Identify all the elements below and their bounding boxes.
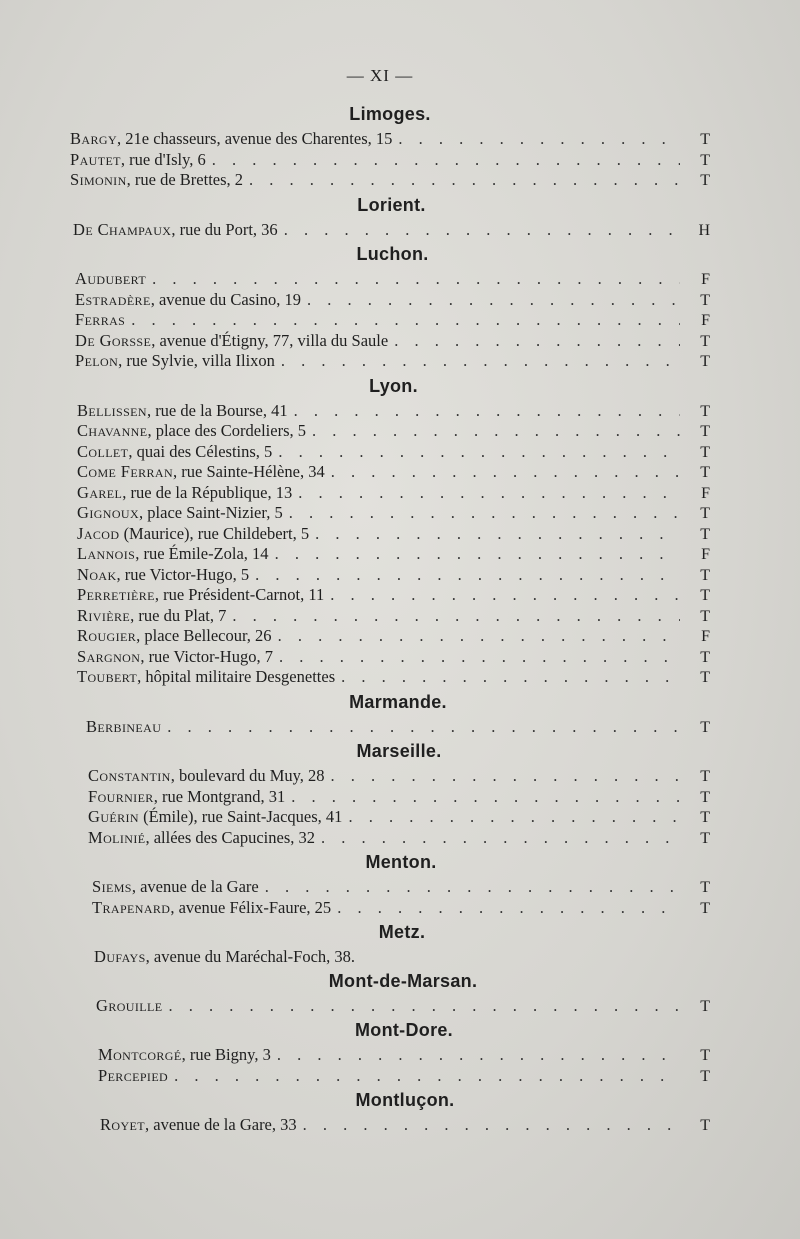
entry-name: Audubert bbox=[75, 269, 147, 288]
entry-code: T bbox=[700, 353, 710, 370]
entry-code: T bbox=[700, 648, 710, 666]
city-heading: Montluçon. bbox=[355, 1090, 455, 1110]
dot-leader bbox=[275, 544, 680, 564]
entry-address: , avenue du Maréchal-Foch, 38. bbox=[145, 947, 356, 966]
entry-address: , avenue d'Étigny, 77, villa du Saule bbox=[151, 330, 389, 350]
dot-leader bbox=[307, 290, 680, 310]
entry-address: , rue Sainte-Hélène, 34 bbox=[173, 462, 325, 481]
entry-code: T bbox=[700, 899, 710, 917]
entry-code: T bbox=[700, 443, 710, 461]
directory-entry bbox=[100, 1115, 710, 1136]
entry-address: (Maurice), rue Childebert, 5 bbox=[119, 523, 310, 543]
dot-leader bbox=[312, 421, 680, 441]
directory-listing bbox=[70, 100, 710, 1136]
city-section bbox=[70, 104, 710, 191]
entry-address: , boulevard du Muy, 28 bbox=[170, 766, 325, 785]
entry-name: Molinié bbox=[88, 827, 146, 847]
city-heading: Marmande. bbox=[349, 691, 447, 712]
city-section bbox=[73, 195, 710, 241]
entry-code: T bbox=[700, 879, 710, 896]
entry-name: Noak bbox=[77, 564, 117, 584]
dot-leader bbox=[294, 401, 680, 421]
directory-entry bbox=[70, 150, 710, 171]
entry-code: T bbox=[700, 669, 710, 686]
directory-entry bbox=[77, 503, 710, 524]
entry-code: T bbox=[700, 151, 710, 169]
entry-address: , rue Montgrand, 31 bbox=[153, 786, 286, 806]
entry-code: T bbox=[700, 768, 710, 785]
directory-entry bbox=[77, 565, 710, 586]
entry-name: Montcorgé bbox=[98, 1045, 182, 1064]
directory-entry bbox=[73, 220, 710, 241]
entry-name: Pelon bbox=[75, 351, 119, 370]
entry-address: , rue Émile-Zola, 14 bbox=[135, 544, 269, 563]
dot-leader bbox=[315, 524, 680, 544]
entry-address: , rue Bigny, 3 bbox=[181, 1045, 271, 1064]
city-section bbox=[96, 971, 710, 1017]
entry-name: Fournier bbox=[88, 786, 154, 806]
directory-entry bbox=[88, 807, 710, 828]
directory-entry bbox=[88, 766, 710, 787]
entry-name: Collet bbox=[77, 441, 129, 461]
city-section bbox=[92, 852, 710, 918]
entry-address: , rue Sylvie, villa Ilixon bbox=[118, 351, 275, 370]
directory-entry bbox=[75, 290, 710, 311]
dot-leader bbox=[281, 351, 680, 371]
entry-name: Bargy bbox=[70, 129, 118, 148]
entry-code: F bbox=[701, 628, 710, 645]
entry-address: , quai des Célestins, 5 bbox=[128, 441, 273, 461]
city-heading: Menton. bbox=[365, 852, 437, 872]
dot-leader bbox=[337, 898, 680, 918]
directory-entry bbox=[77, 524, 710, 545]
entry-code: T bbox=[700, 332, 710, 350]
city-heading: Limoges. bbox=[349, 104, 431, 124]
entry-code: T bbox=[700, 566, 710, 584]
directory-entry bbox=[75, 310, 710, 331]
directory-entry bbox=[77, 585, 710, 606]
dot-leader bbox=[321, 828, 680, 848]
entry-address: , avenue de la Gare, 33 bbox=[145, 1115, 297, 1134]
entry-code: T bbox=[700, 809, 710, 826]
directory-entry bbox=[75, 269, 710, 290]
dot-leader bbox=[331, 766, 680, 786]
entry-code: T bbox=[700, 402, 710, 420]
entry-name: Jacod bbox=[77, 523, 120, 543]
dot-leader bbox=[131, 310, 680, 330]
dot-leader bbox=[174, 1066, 680, 1086]
directory-entry bbox=[98, 1066, 710, 1087]
entry-code: T bbox=[700, 1047, 710, 1064]
dot-leader bbox=[278, 626, 680, 646]
entry-name: Siems bbox=[92, 877, 132, 896]
entry-name: Lannois bbox=[77, 544, 136, 563]
dot-leader bbox=[289, 503, 680, 523]
entry-code: T bbox=[700, 788, 710, 806]
entry-address: , rue du Plat, 7 bbox=[130, 605, 227, 625]
directory-entry bbox=[77, 442, 710, 463]
directory-entry bbox=[98, 1045, 710, 1066]
entry-name: De Gorsse bbox=[75, 330, 152, 350]
entry-name: Rivière bbox=[77, 605, 131, 625]
directory-entry bbox=[75, 331, 710, 352]
entry-name: Chavanne bbox=[77, 421, 148, 440]
city-section bbox=[75, 244, 710, 372]
dot-leader bbox=[398, 129, 680, 149]
directory-entry bbox=[88, 787, 710, 808]
dot-leader bbox=[284, 220, 680, 240]
dot-leader bbox=[232, 606, 680, 626]
dot-leader bbox=[167, 717, 680, 737]
dot-leader bbox=[212, 150, 680, 170]
entry-code: T bbox=[700, 1067, 710, 1085]
dot-leader bbox=[330, 585, 680, 605]
entry-name: Percepied bbox=[98, 1065, 169, 1085]
directory-entry bbox=[77, 647, 710, 668]
city-section bbox=[98, 1020, 710, 1086]
entry-code: T bbox=[700, 829, 710, 847]
directory-entry bbox=[75, 351, 710, 372]
city-heading: Luchon. bbox=[356, 244, 429, 264]
entry-name: Grouille bbox=[96, 995, 163, 1015]
entry-name: Constantin bbox=[88, 766, 171, 785]
entry-name: Come Ferran bbox=[77, 462, 174, 481]
entry-code: T bbox=[700, 1117, 710, 1134]
entry-address: , allées des Capucines, 32 bbox=[145, 827, 316, 847]
city-heading: Mont-Dore. bbox=[355, 1020, 453, 1040]
entry-address: , place Saint-Nizier, 5 bbox=[139, 503, 283, 522]
entry-name: Toubert bbox=[77, 667, 138, 686]
city-heading: Marseille. bbox=[356, 741, 442, 761]
entry-code: T bbox=[700, 423, 710, 440]
directory-entry bbox=[77, 421, 710, 442]
entry-code: T bbox=[700, 718, 710, 736]
entry-address: , avenue du Casino, 19 bbox=[150, 289, 301, 309]
entry-address: (Émile), rue Saint-Jacques, 41 bbox=[138, 807, 343, 826]
directory-entry bbox=[70, 170, 710, 191]
city-section bbox=[94, 922, 710, 967]
entry-name: Ferras bbox=[75, 310, 126, 329]
entry-code: F bbox=[701, 484, 710, 502]
entry-address: , place des Cordeliers, 5 bbox=[147, 421, 306, 440]
entry-code: T bbox=[700, 291, 710, 309]
entry-name: Estradère bbox=[75, 289, 151, 309]
entry-code: F bbox=[701, 546, 710, 563]
entry-code: T bbox=[700, 525, 710, 543]
entry-name: Bellissen bbox=[77, 400, 147, 420]
dot-leader bbox=[298, 483, 680, 503]
directory-entry bbox=[77, 667, 710, 688]
directory-entry bbox=[94, 947, 710, 967]
entry-address: , 21e chasseurs, avenue des Charentes, 15 bbox=[117, 129, 393, 148]
entry-name: Pautet bbox=[70, 149, 121, 169]
city-heading: Metz. bbox=[378, 922, 426, 942]
entry-address: , rue d'Isly, 6 bbox=[120, 149, 206, 169]
directory-entry bbox=[77, 626, 710, 647]
entry-address: , place Bellecour, 26 bbox=[136, 626, 272, 645]
city-heading: Lorient. bbox=[357, 194, 426, 215]
entry-address: , rue Président-Carnot, 11 bbox=[154, 585, 325, 604]
entry-name: Guérin bbox=[88, 807, 139, 826]
directory-entry bbox=[77, 606, 710, 627]
dot-leader bbox=[152, 269, 680, 289]
dot-leader bbox=[279, 647, 680, 667]
entry-address: , rue de la République, 13 bbox=[122, 482, 293, 502]
dot-leader bbox=[394, 331, 680, 351]
dot-leader bbox=[291, 787, 680, 807]
entry-code: H bbox=[698, 221, 710, 239]
entry-code: T bbox=[700, 464, 710, 481]
directory-entry bbox=[77, 544, 710, 565]
entry-address: , avenue Félix-Faure, 25 bbox=[170, 897, 332, 917]
directory-entry bbox=[92, 877, 710, 898]
city-heading: Mont-de-Marsan. bbox=[328, 970, 478, 991]
entry-name: Simonin bbox=[70, 170, 127, 189]
entry-address: , hôpital militaire Desgenettes bbox=[137, 667, 336, 686]
page-number: — XI — bbox=[346, 66, 414, 85]
entry-name: Berbineau bbox=[86, 716, 162, 736]
entry-name: Dufays bbox=[94, 947, 146, 966]
entry-code: T bbox=[700, 587, 710, 604]
directory-entry bbox=[88, 828, 710, 849]
directory-entry bbox=[96, 996, 710, 1017]
dot-leader bbox=[249, 170, 680, 190]
dot-leader bbox=[265, 877, 680, 897]
entry-code: T bbox=[700, 505, 710, 522]
entry-code: F bbox=[701, 271, 710, 288]
entry-name: Trapenard bbox=[92, 897, 171, 917]
entry-name: De Champaux bbox=[73, 219, 172, 239]
entry-address: , rue Victor-Hugo, 7 bbox=[140, 646, 273, 666]
city-section bbox=[77, 376, 710, 688]
entry-address: , avenue de la Gare bbox=[131, 877, 259, 896]
entry-name: Sargnon bbox=[77, 646, 141, 666]
entry-code: T bbox=[700, 997, 710, 1015]
dot-leader bbox=[277, 1045, 680, 1065]
city-section bbox=[86, 692, 710, 738]
entry-code: F bbox=[701, 312, 710, 329]
directory-entry bbox=[92, 898, 710, 919]
entry-code: T bbox=[700, 607, 710, 625]
entry-code: T bbox=[700, 131, 710, 148]
dot-leader bbox=[331, 462, 680, 482]
dot-leader bbox=[255, 565, 680, 585]
entry-name: Perretière bbox=[77, 585, 155, 604]
entry-name: Rougier bbox=[77, 626, 137, 645]
entry-address: , rue Victor-Hugo, 5 bbox=[116, 564, 250, 584]
entry-name: Garel bbox=[77, 482, 123, 502]
entry-address: , rue de Brettes, 2 bbox=[126, 170, 244, 189]
entry-address: , rue du Port, 36 bbox=[171, 219, 278, 239]
dot-leader bbox=[303, 1115, 680, 1135]
directory-entry bbox=[77, 483, 710, 504]
city-section bbox=[100, 1090, 710, 1136]
city-heading: Lyon. bbox=[369, 375, 418, 396]
entry-name: Royet bbox=[100, 1115, 145, 1134]
directory-entry bbox=[70, 129, 710, 150]
dot-leader bbox=[278, 442, 680, 462]
directory-entry bbox=[77, 462, 710, 483]
directory-entry bbox=[77, 401, 710, 422]
entry-name: Gignoux bbox=[77, 503, 140, 522]
entry-code: T bbox=[700, 172, 710, 189]
dot-leader bbox=[168, 996, 680, 1016]
dot-leader bbox=[348, 807, 680, 827]
directory-entry bbox=[86, 717, 710, 738]
entry-address: , rue de la Bourse, 41 bbox=[146, 400, 288, 420]
dot-leader bbox=[341, 667, 680, 687]
city-section bbox=[88, 741, 710, 848]
